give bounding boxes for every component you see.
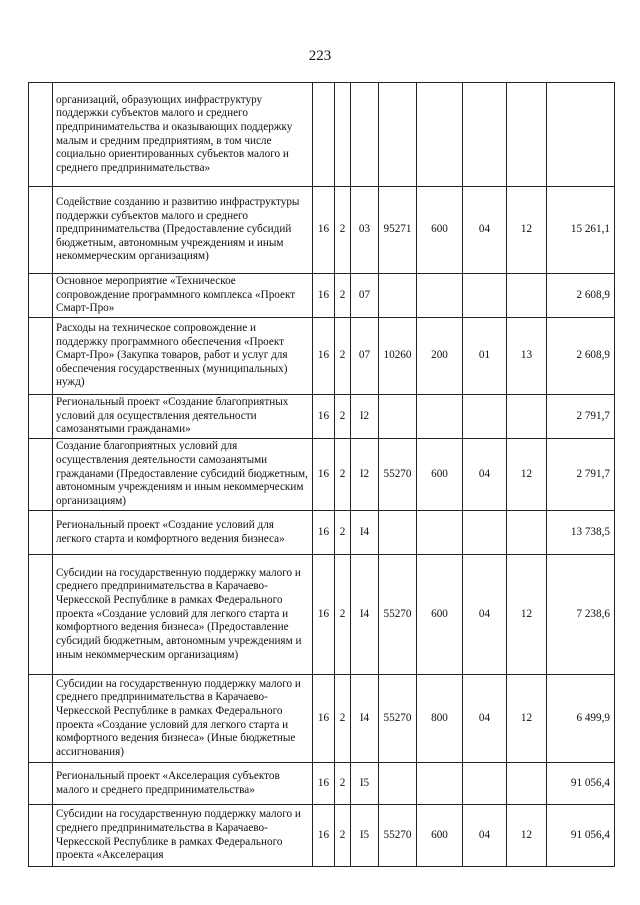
row-om: I2: [351, 439, 379, 511]
row-om: 07: [351, 274, 379, 318]
row-vr: 800: [417, 675, 463, 763]
row-dir: [379, 274, 417, 318]
row-gp: 16: [313, 318, 335, 395]
row-margin-cell: [29, 763, 53, 805]
row-pr: 12: [507, 187, 547, 274]
row-rz: [463, 763, 507, 805]
row-sum: 91 056,4: [547, 763, 615, 805]
row-name: Субсидии на государственную поддержку малого и среднего предпринимательства в Карачаево-Черкесской Республике в рамках Федерального проекта «Акселерация: [53, 805, 313, 867]
row-gp: 16: [313, 395, 335, 439]
row-dir: 55270: [379, 555, 417, 675]
row-pp: 2: [335, 805, 351, 867]
row-pr: 12: [507, 555, 547, 675]
row-margin-cell: [29, 395, 53, 439]
row-name: организаций, образующих инфраструктуру поддержки субъектов малого и среднего предпринимательства и оказывающих поддержку малым и средним предприятиям, в том числе социально ориентированных субъектов малого и среднего предпринимательства»: [53, 83, 313, 187]
row-name: Субсидии на государственную поддержку малого и среднего предпринимательства в Карачаево-Черкесской Республике в рамках Федерального проекта «Создание условий для легкого старта и комфортного ведения бизнеса» (Иные бюджетные ассигнования): [53, 675, 313, 763]
row-name: Субсидии на государственную поддержку малого и среднего предпринимательства в Карачаево-Черкесской Республике в рамках Федерального проекта «Создание условий для легкого старта и комфортного ведения бизнеса» (Предоставление субсидий бюджетным, автономным учреждениям и иным некоммерческим организациям): [53, 555, 313, 675]
row-om: 07: [351, 318, 379, 395]
row-vr: 200: [417, 318, 463, 395]
row-pp: 2: [335, 187, 351, 274]
row-pp: 2: [335, 274, 351, 318]
row-pp: 2: [335, 395, 351, 439]
row-gp: 16: [313, 187, 335, 274]
row-pp: 2: [335, 439, 351, 511]
row-om: I4: [351, 675, 379, 763]
row-vr: [417, 83, 463, 187]
row-margin-cell: [29, 805, 53, 867]
row-rz: 04: [463, 805, 507, 867]
row-vr: 600: [417, 187, 463, 274]
budget-table: [28, 82, 615, 867]
row-gp: 16: [313, 511, 335, 555]
row-rz: 04: [463, 675, 507, 763]
row-pp: 2: [335, 318, 351, 395]
row-rz: [463, 274, 507, 318]
row-gp: 16: [313, 675, 335, 763]
table-row: [29, 763, 615, 805]
row-dir: [379, 395, 417, 439]
row-gp: 16: [313, 439, 335, 511]
row-sum: 13 738,5: [547, 511, 615, 555]
row-sum: 15 261,1: [547, 187, 615, 274]
row-pp: 2: [335, 763, 351, 805]
row-pr: [507, 83, 547, 187]
row-vr: 600: [417, 555, 463, 675]
row-name: Региональный проект «Акселерация субъектов малого и среднего предпринимательства»: [53, 763, 313, 805]
row-margin-cell: [29, 439, 53, 511]
row-margin-cell: [29, 83, 53, 187]
row-sum: [547, 83, 615, 187]
row-name: Содействие созданию и развитию инфраструктуры поддержки субъектов малого и среднего предпринимательства (Предоставление субсидий бюджетным, автономным учреждениям и иным некоммерческим организациям): [53, 187, 313, 274]
row-sum: 6 499,9: [547, 675, 615, 763]
row-dir: 55270: [379, 675, 417, 763]
row-sum: 2 608,9: [547, 274, 615, 318]
row-sum: 2 791,7: [547, 439, 615, 511]
row-vr: [417, 274, 463, 318]
page-number: 223: [308, 48, 332, 64]
row-rz: 01: [463, 318, 507, 395]
table-row: [29, 511, 615, 555]
row-om: I4: [351, 511, 379, 555]
row-name: Создание благоприятных условий для осуществления деятельности самозанятыми гражданами (Предоставление субсидий бюджетным, автономным учреждениям и иным некоммерческим организациям): [53, 439, 313, 511]
table-row: [29, 395, 615, 439]
table-row: [29, 675, 615, 763]
row-sum: 2 608,9: [547, 318, 615, 395]
row-name: Региональный проект «Создание условий для легкого старта и комфортного ведения бизнеса»: [53, 511, 313, 555]
row-pp: 2: [335, 555, 351, 675]
table-row: [29, 318, 615, 395]
row-vr: [417, 511, 463, 555]
row-sum: 7 238,6: [547, 555, 615, 675]
row-name: Региональный проект «Создание благоприятных условий для осуществления деятельности самозанятыми гражданами»: [53, 395, 313, 439]
row-om: I4: [351, 555, 379, 675]
row-dir: 95271: [379, 187, 417, 274]
row-vr: [417, 763, 463, 805]
row-om: I5: [351, 763, 379, 805]
row-gp: 16: [313, 555, 335, 675]
row-om: I5: [351, 805, 379, 867]
row-dir: [379, 511, 417, 555]
row-gp: [313, 83, 335, 187]
row-om: I2: [351, 395, 379, 439]
row-om: 03: [351, 187, 379, 274]
row-pp: 2: [335, 675, 351, 763]
table-row: [29, 274, 615, 318]
row-rz: [463, 83, 507, 187]
row-om: [351, 83, 379, 187]
row-pr: 12: [507, 675, 547, 763]
row-dir: 10260: [379, 318, 417, 395]
row-dir: 55270: [379, 439, 417, 511]
row-rz: 04: [463, 439, 507, 511]
row-gp: 16: [313, 274, 335, 318]
row-dir: [379, 763, 417, 805]
table-row: [29, 187, 615, 274]
table-row: [29, 555, 615, 675]
row-pp: 2: [335, 511, 351, 555]
row-pr: 13: [507, 318, 547, 395]
row-name: Основное мероприятие «Техническое сопровождение программного комплекса «Проект Смарт-Про»: [53, 274, 313, 318]
table-row: [29, 439, 615, 511]
row-rz: 04: [463, 187, 507, 274]
row-margin-cell: [29, 318, 53, 395]
row-pp: [335, 83, 351, 187]
row-rz: 04: [463, 555, 507, 675]
row-gp: 16: [313, 805, 335, 867]
row-vr: [417, 395, 463, 439]
row-sum: 91 056,4: [547, 805, 615, 867]
row-name: Расходы на техническое сопровождение и поддержку программного обеспечения «Проект Смарт-Про» (Закупка товаров, работ и услуг для обеспечения государственных (муниципальных) нужд): [53, 318, 313, 395]
row-pr: [507, 763, 547, 805]
row-margin-cell: [29, 187, 53, 274]
row-pr: 12: [507, 439, 547, 511]
row-pr: [507, 511, 547, 555]
table-row: [29, 805, 615, 867]
row-margin-cell: [29, 555, 53, 675]
table-row: [29, 83, 615, 187]
row-pr: [507, 395, 547, 439]
row-margin-cell: [29, 511, 53, 555]
row-vr: 600: [417, 805, 463, 867]
row-margin-cell: [29, 675, 53, 763]
row-gp: 16: [313, 763, 335, 805]
row-rz: [463, 511, 507, 555]
row-dir: [379, 83, 417, 187]
row-sum: 2 791,7: [547, 395, 615, 439]
row-dir: 55270: [379, 805, 417, 867]
row-pr: [507, 274, 547, 318]
row-pr: 12: [507, 805, 547, 867]
row-rz: [463, 395, 507, 439]
row-vr: 600: [417, 439, 463, 511]
row-margin-cell: [29, 274, 53, 318]
